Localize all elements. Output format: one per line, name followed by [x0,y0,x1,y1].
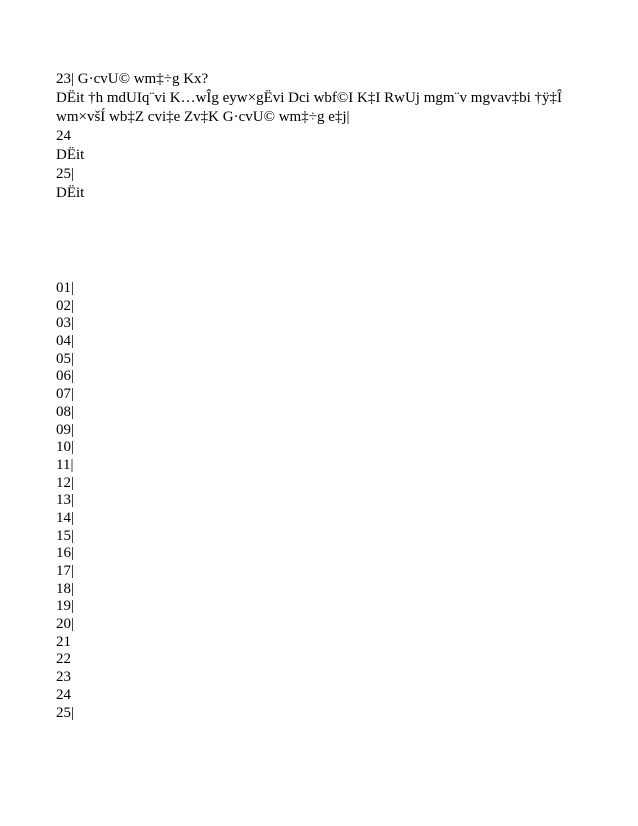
question-number-24: 24 [56,128,71,144]
list-item: 13| [56,492,75,509]
list-item: 05| [56,350,75,367]
list-item: 09| [56,421,75,438]
list-item: 14| [56,509,75,526]
list-item: 06| [56,368,75,385]
list-item: 11| [56,456,74,473]
list-item: 19| [56,598,75,615]
list-item: 23 [56,669,71,686]
question-block [56,70,626,203]
list-item: 02| [56,297,75,314]
answer-25: DËit [56,185,85,201]
list-item: 03| [56,315,75,332]
list-item: 17| [56,563,75,579]
list-item: 16| [56,545,75,562]
list-item: 07| [56,386,75,403]
list-item: 18| [56,580,75,597]
question-number-25: 25| [56,166,75,182]
number-list [56,280,626,722]
list-item: 12| [56,474,75,491]
list-item: 10| [56,439,75,456]
question-line-1: 23| G·cvU© wm‡÷g Kx? [56,71,209,87]
list-item: 24 [56,686,71,703]
list-item: 22 [56,651,71,668]
answer-24: DËit [56,147,85,163]
list-item: 01| [56,280,75,296]
list-item: 15| [56,527,75,544]
list-item: 20| [56,616,75,633]
list-item: 25| [56,704,75,721]
list-item: 21 [56,633,71,650]
answer-line-2: wm×všÍ wb‡Z cvi‡e Zv‡K G·cvU© wm‡÷g e‡j| [56,109,350,125]
list-item: 08| [56,403,75,420]
list-item: 04| [56,333,75,350]
answer-line-1: DËit †h mdUIq¨vi K…wÎg eyw×gËvi Dci wbf©I K‡I RwUj mgm¨v mgvav‡bi †ÿ‡Î [56,90,563,106]
